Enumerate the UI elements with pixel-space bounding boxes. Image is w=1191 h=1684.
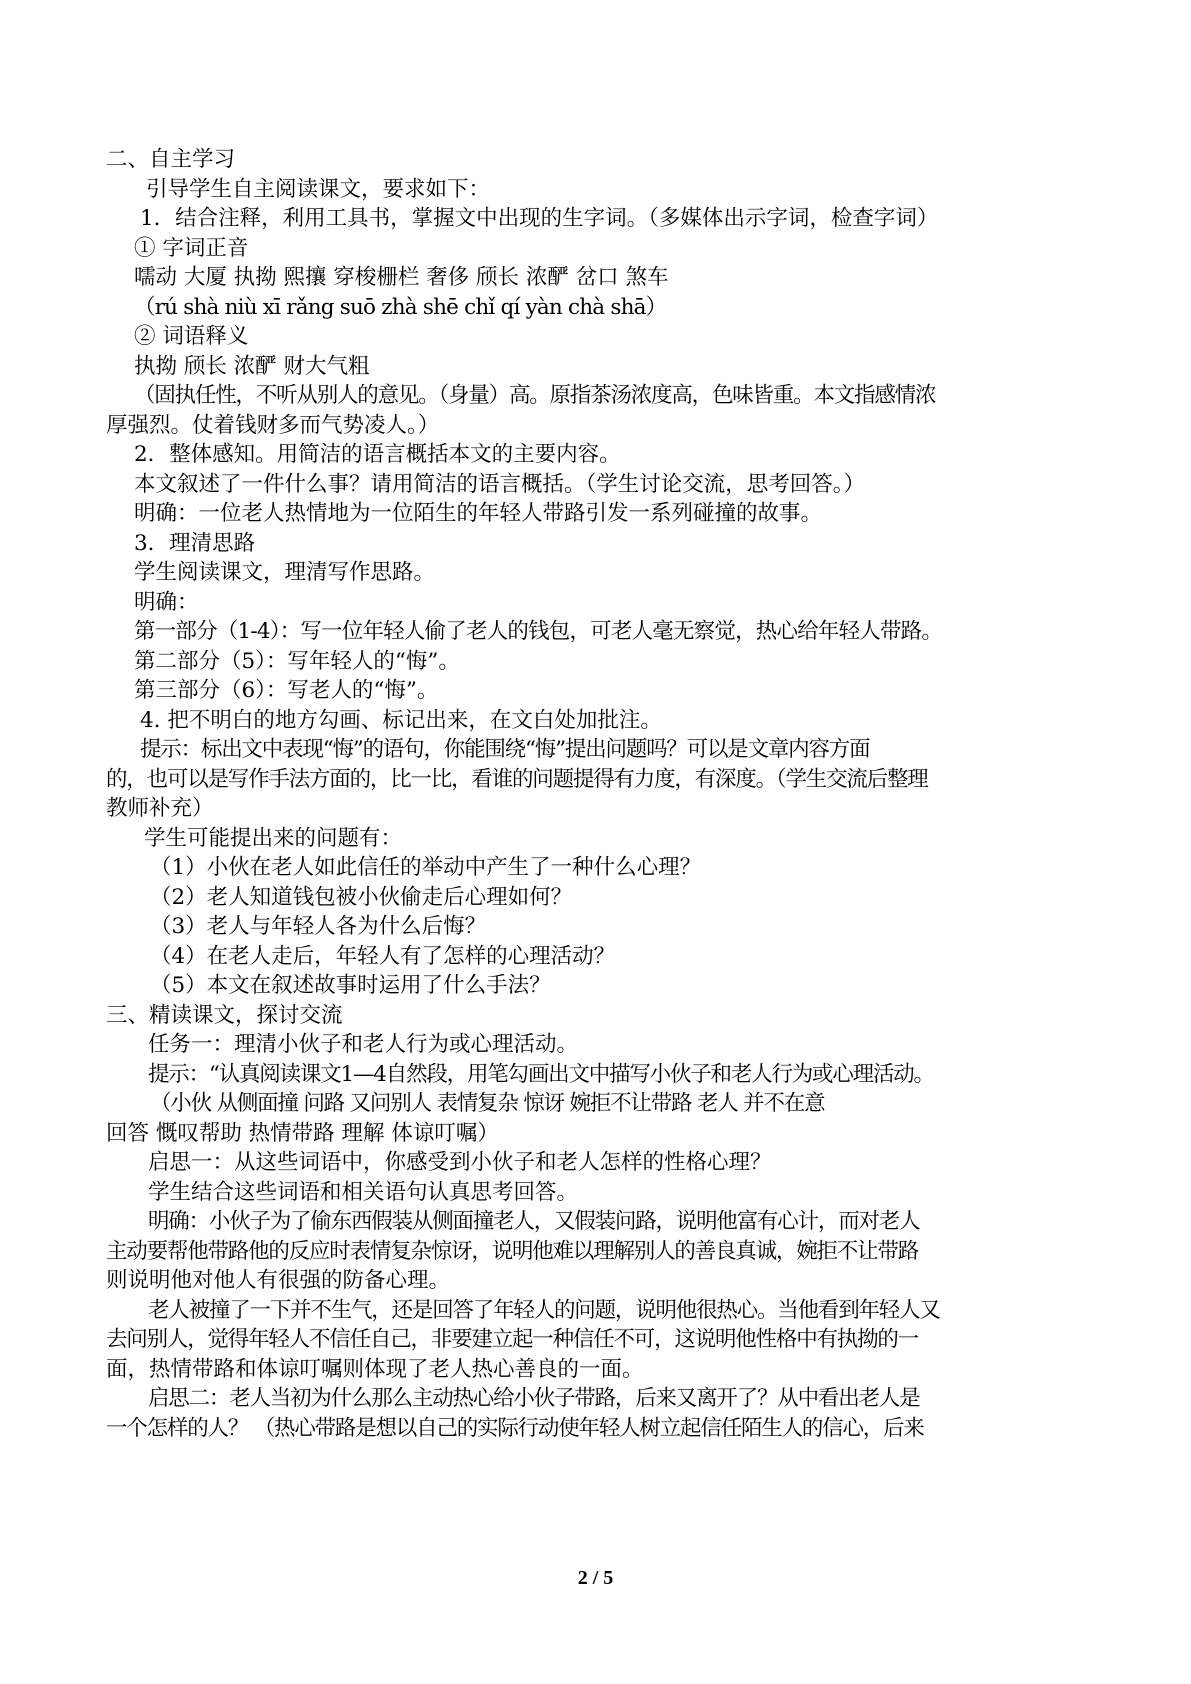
text-line: 第一部分（1-4）：写一位年轻人偷了老人的钱包，可老人毫无察觉，热心给年轻人带路。: [134, 619, 943, 644]
text-line: 明确：: [134, 590, 199, 615]
text-line: ① 字词正音: [134, 236, 249, 261]
text-line: 引导学生自主阅读课文，要求如下：: [146, 177, 491, 202]
text-line: 教师补充）: [106, 796, 214, 821]
text-line: ② 词语释义: [134, 324, 249, 349]
text-line: 学生阅读课文，理清写作思路。: [134, 560, 436, 585]
text-line: 去问别人，觉得年轻人不信任自己，非要建立起一种信任不可，这说明他性格中有执拗的一: [106, 1327, 919, 1352]
text-line: 1．结合注释，利用工具书，掌握文中出现的生字词。（多媒体出示字词，检查字词）: [140, 206, 939, 231]
text-line: 3．理清思路: [134, 531, 256, 556]
text-line: （2）老人知道钱包被小伙偷走后心理如何？: [150, 885, 573, 910]
text-line: 启思二：老人当初为什么那么主动热心给小伙子带路，后来又离开了？从中看出老人是: [148, 1386, 920, 1411]
text-line: 一个怎样的人？ （热心带路是想以自己的实际行动使年轻人树立起信任陌生人的信心，后来: [106, 1416, 924, 1441]
text-line: （5）本文在叙述故事时运用了什么手法？: [150, 973, 551, 998]
text-line: 任务一：理清小伙子和老人行为或心理活动。: [148, 1032, 579, 1057]
text-line: 4. 把不明白的地方勾画、标记出来，在文白处加批注。: [140, 708, 662, 733]
text-line: 面，热情带路和体谅叮嘱则体现了老人热心善良的一面。: [106, 1357, 644, 1382]
text-line: 厚强烈。仗着钱财多而气势凌人。）: [106, 413, 440, 438]
text-line: 学生结合这些词语和相关语句认真思考回答。: [148, 1180, 579, 1205]
text-line: 老人被撞了一下并不生气，还是回答了年轻人的问题，说明他很热心。当他看到年轻人又: [148, 1298, 940, 1323]
pinyin-line: （rú shà niù xī rǎng suō zhà shē chǐ qí yàn chà shā）: [134, 295, 667, 320]
text-line: 的，也可以是写作手法方面的，比一比，看谁的问题提得有力度，有深度。（学生交流后整理: [106, 767, 928, 792]
text-line: （小伙 从侧面撞 问路 又问别人 表情复杂 惊讶 婉拒不让带路 老人 并不在意: [150, 1091, 825, 1116]
text-line: 第二部分（5）：写年轻人的“悔”。: [134, 649, 460, 674]
text-line: （1）小伙在老人如此信任的举动中产生了一种什么心理？: [150, 855, 702, 880]
text-line: 回答 慨叹帮助 热情带路 理解 体谅叮嘱）: [106, 1121, 499, 1146]
text-line: 提示：标出文中表现“悔”的语句，你能围绕“悔”提出问题吗？可以是文章内容方面: [140, 737, 870, 762]
text-line: 学生可能提出来的问题有：: [144, 826, 403, 851]
text-line: 则说明他对他人有很强的防备心理。: [106, 1268, 451, 1293]
text-line: （3）老人与年轻人各为什么后悔？: [150, 914, 487, 939]
section-heading: 二、自主学习: [106, 147, 236, 172]
text-line: 本文叙述了一件什么事？请用简洁的语言概括。（学生讨论交流，思考回答。）: [134, 472, 866, 497]
text-line: 明确：一位老人热情地为一位陌生的年轻人带路引发一系列碰撞的故事。: [134, 501, 823, 526]
text-line: 2．整体感知。用简洁的语言概括本文的主要内容。: [134, 442, 621, 467]
page-number: 2 / 5: [577, 1567, 614, 1589]
text-line: 执拗 颀长 浓酽 财大气粗: [134, 354, 370, 379]
text-line: 主动要帮他带路他的反应时表情复杂惊讶，说明他难以理解别人的善良真诚，婉拒不让带路: [106, 1239, 919, 1264]
text-line: 嚅动 大厦 执拗 熙攘 穿梭栅栏 奢侈 颀长 浓酽 岔口 煞车: [134, 265, 669, 290]
text-line: 明确：小伙子为了偷东西假装从侧面撞老人，又假装问路，说明他富有心计，而对老人: [148, 1209, 920, 1234]
text-line: （4）在老人走后，年轻人有了怎样的心理活动？: [150, 944, 616, 969]
text-line: 提示：“认真阅读课文1—4自然段，用笔勾画出文中描写小伙子和老人行为或心理活动。: [148, 1062, 934, 1087]
section-heading: 三、精读课文，探讨交流: [106, 1003, 343, 1028]
text-line: （固执任性，不听从别人的意见。（身量）高。原指茶汤浓度高，色味皆重。本文指感情浓: [134, 383, 936, 408]
text-line: 启思一：从这些词语中，你感受到小伙子和老人怎样的性格心理？: [148, 1150, 772, 1175]
text-line: 第三部分（6）：写老人的“悔”。: [134, 678, 439, 703]
